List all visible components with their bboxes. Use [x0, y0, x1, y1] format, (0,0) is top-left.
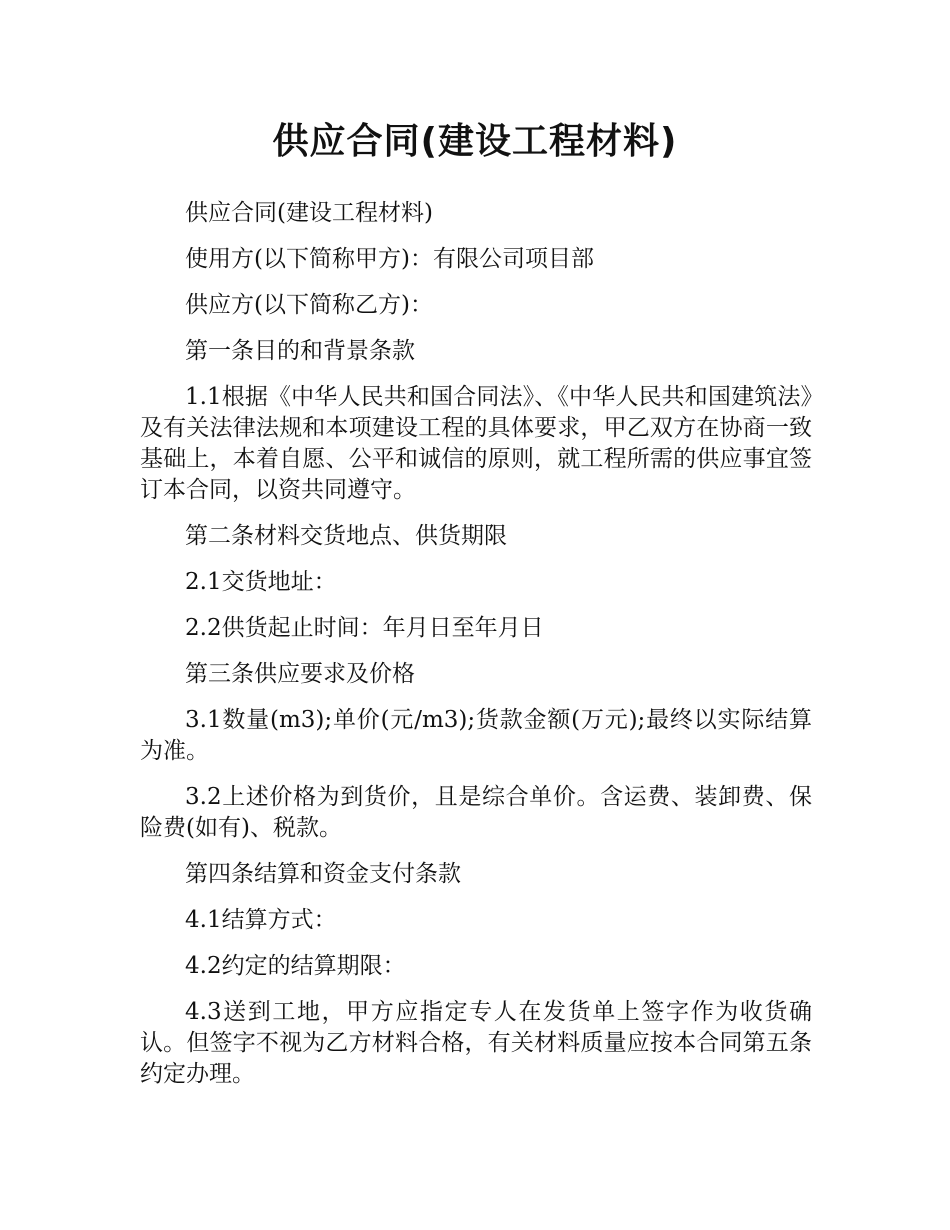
paragraph: 供应合同(建设工程材料) [185, 200, 433, 226]
paragraph: 4.1结算方式： [185, 907, 337, 933]
section-heading: 第一条目的和背景条款 [185, 338, 415, 364]
paragraph: 供应方(以下简称乙方)： [185, 292, 433, 318]
document-title: 供应合同(建设工程材料) [272, 121, 678, 162]
section-heading: 第二条材料交货地点、供货期限 [185, 523, 507, 549]
section-heading: 第四条结算和资金支付条款 [185, 861, 461, 887]
paragraph: 使用方(以下简称甲方)：有限公司项目部 [185, 246, 594, 272]
paragraph: 3.2上述价格为到货价，且是综合单价。含运费、装卸费、保险费(如有)、税款。 [140, 784, 812, 841]
paragraph: 3.1数量(m3);单价(元/m3);货款金额(万元);最终以实际结算为准。 [140, 707, 812, 764]
section-heading: 第三条供应要求及价格 [185, 661, 415, 687]
paragraph: 2.2供货起止时间：年月日至年月日 [185, 615, 544, 641]
document-body [140, 198, 812, 1105]
paragraph: 1.1根据《中华人民共和国合同法》、《中华人民共和国建筑法》及有关法律法规和本项建设工程的具体要求，甲乙双方在协商一致基础上，本着自愿、公平和诚信的原则，就工程所需的供应事宜签订本合同，以资共同遵守。 [140, 384, 812, 503]
paragraph: 4.2约定的结算期限： [185, 953, 406, 979]
paragraph: 2.1交货地址： [185, 569, 337, 595]
paragraph: 4.3送到工地，甲方应指定专人在发货单上签字作为收货确认。但签字不视为乙方材料合格，有关材料质量应按本合同第五条约定办理。 [140, 999, 812, 1087]
